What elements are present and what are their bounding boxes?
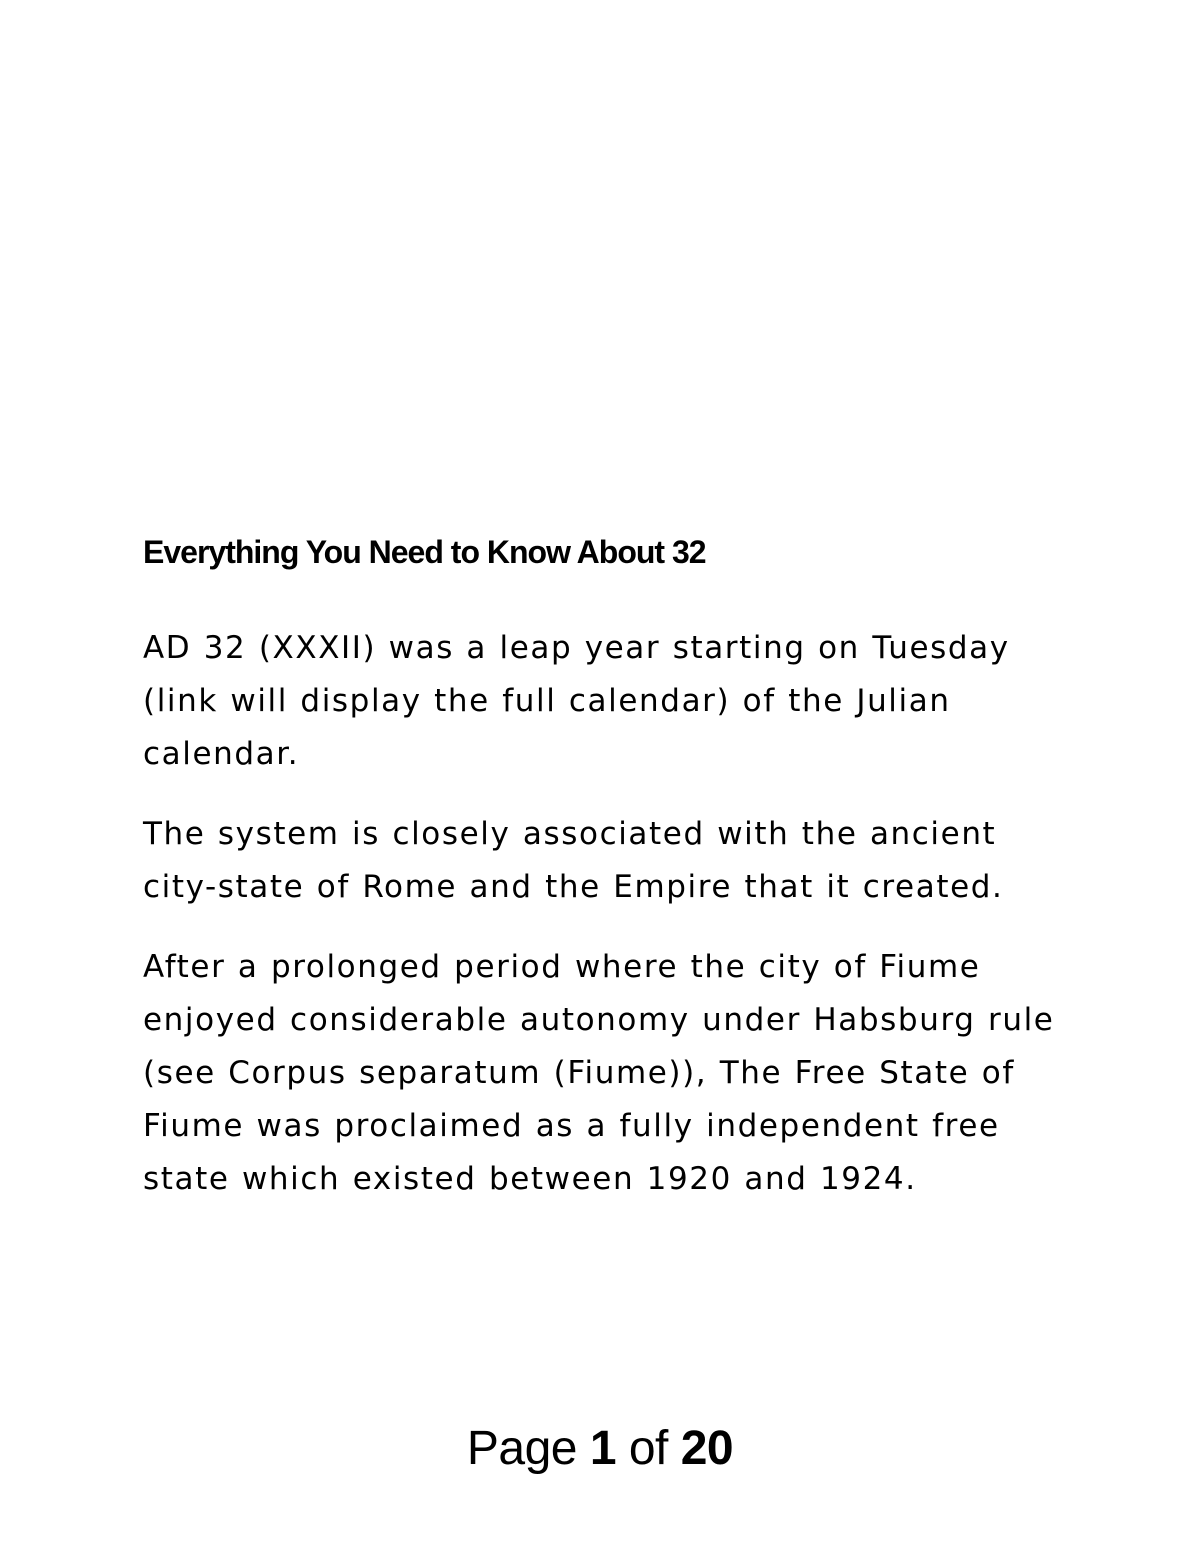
paragraph-2: The system is closely associated with the ancient city-state of Rome and the Empire that it created. bbox=[143, 816, 1004, 905]
of-label: of bbox=[628, 1422, 668, 1475]
total-pages-number: 20 bbox=[680, 1422, 734, 1475]
current-page-number: 1 bbox=[589, 1422, 617, 1475]
document-heading: Everything You Need to Know About 32 bbox=[143, 534, 706, 570]
page-label: Page bbox=[466, 1422, 577, 1475]
page-number-footer bbox=[0, 1418, 1200, 1480]
paragraph-1: AD 32 (XXXII) was a leap year starting on Tuesday (link will display the full calendar) of the Julian calendar. bbox=[143, 630, 1010, 772]
paragraph-3: After a prolonged period where the city of Fiume enjoyed considerable autonomy under Habsburg rule (see Corpus separatum (Fiume)), The Free State of Fiume was proclaimed as a fully independent free state which existed between 1920 and 1924. bbox=[143, 949, 1055, 1197]
document-body bbox=[143, 622, 1078, 1233]
